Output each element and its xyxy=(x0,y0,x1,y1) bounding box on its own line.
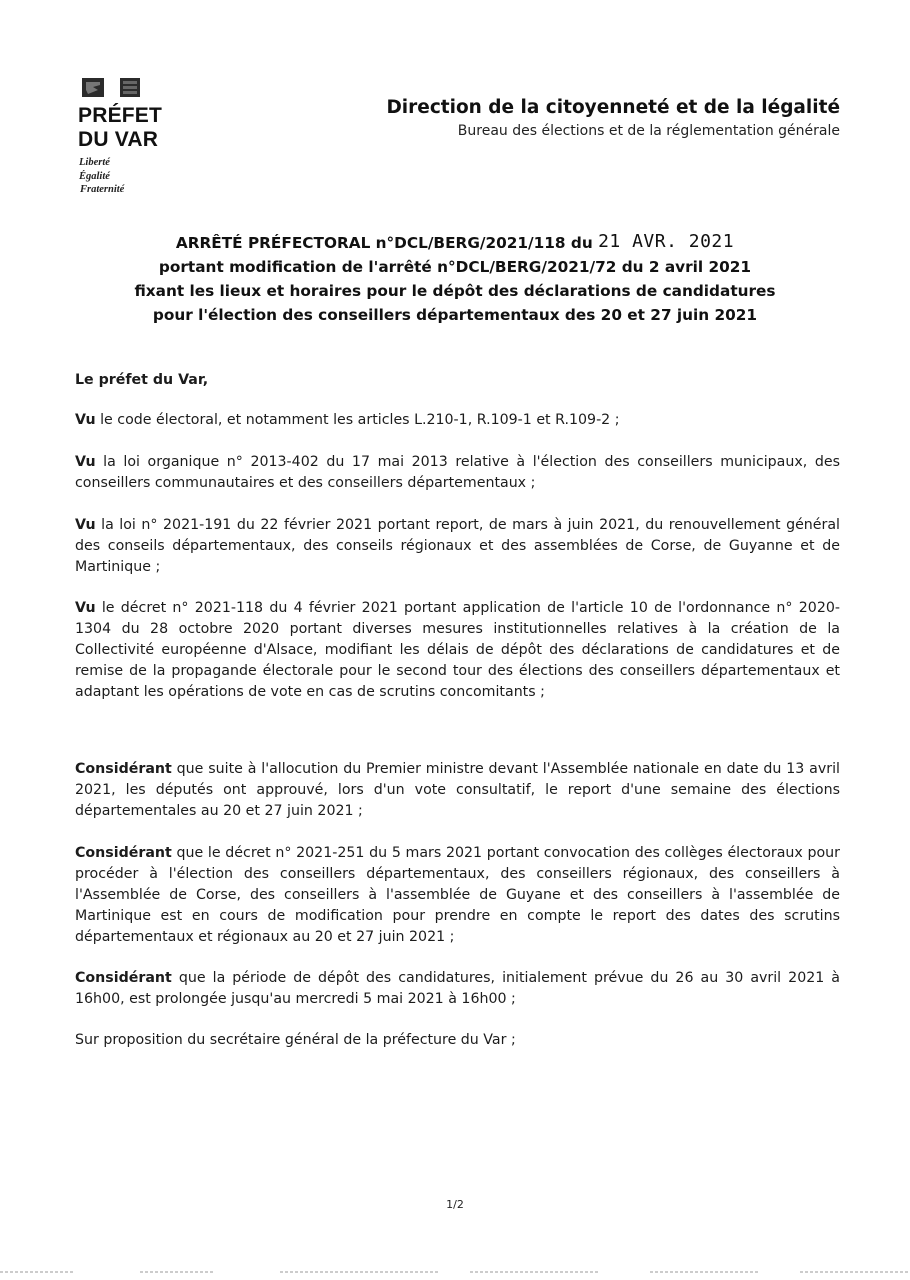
considerant-text: que le décret n° 2021-251 du 5 mars 2021 portant convocation des collèges électoraux pour procéder à l'élection des conseillers départementaux, des conseillers régionaux, des conseillers à l'Assemblée de Corse, des conseillers à l'assemblée de Guyane et des conseillers à l'assemblée de Martinique est en cours de modification pour prendre en compte le report des dates des scrutins départementaux et régionaux au 20 et 27 juin 2021 ; xyxy=(75,845,840,945)
motto-fraternite: Fraternité xyxy=(80,184,125,195)
bureau-subtitle: Bureau des élections et de la réglementation générale xyxy=(457,123,840,139)
vu-paragraph xyxy=(75,410,840,431)
vu-paragraph xyxy=(75,598,840,703)
vu-text: le code électoral, et notamment les articles L.210-1, R.109-1 et R.109-2 ; xyxy=(100,412,620,428)
title-line-4: pour l'élection des conseillers départementaux des 20 et 27 juin 2021 xyxy=(152,306,758,324)
motto-egalite: Égalité xyxy=(79,170,110,182)
vu-label: Vu xyxy=(75,517,96,533)
vu-label: Vu xyxy=(75,454,96,470)
vu-text: la loi n° 2021-191 du 22 février 2021 portant report, de mars à juin 2021, du renouvellement général des conseils départementaux, des conseils régionaux et des assemblées de Corse, de Guyanne et de Martinique ; xyxy=(75,517,840,575)
logo-line-1: PRÉFET xyxy=(78,104,163,127)
title-line-1-text: ARRÊTÉ PRÉFECTORAL n°DCL/BERG/2021/118 du xyxy=(175,234,599,252)
considerant-paragraph xyxy=(75,759,840,822)
vu-label: Vu xyxy=(75,600,96,616)
vu-text: le décret n° 2021-118 du 4 février 2021 portant application de l'article 10 de l'ordonnance n° 2020-1304 du 28 octobre 2020 portant diverses mesures institutionnelles relatives à la création de la Collectivité européenne d'Alsace, modifiant les délais de dépôt des déclarations de candidatures et de remise de la propagande électorale pour le second tour des élections des conseillers départementaux et adaptant les opérations de vote en cas de scrutins concomitants ; xyxy=(75,600,840,700)
considerant-text: que la période de dépôt des candidatures, initialement prévue du 26 au 30 avril 2021 à 16h00, est prolongée jusqu'au mercredi 5 mai 2021 à 16h00 ; xyxy=(75,970,841,1007)
considerant-label: Considérant xyxy=(75,761,172,777)
vu-label: Vu xyxy=(75,412,96,428)
logo-line-2: DU VAR xyxy=(78,128,159,151)
considerant-label: Considérant xyxy=(75,970,172,986)
vu-paragraph xyxy=(75,452,840,494)
considerant-label: Considérant xyxy=(75,845,172,861)
title-line-1 xyxy=(60,230,850,255)
date-stamp: 21 AVR. 2021 xyxy=(598,231,735,252)
title-line-3: fixant les lieux et horaires pour le dépôt des déclarations de candidatures xyxy=(134,282,776,300)
vu-text: la loi organique n° 2013-402 du 17 mai 2013 relative à l'élection des conseillers municipaux, des conseillers communautaires et des conseillers départementaux ; xyxy=(75,454,840,491)
direction-header xyxy=(386,96,840,142)
prefet-text: Le préfet du Var, xyxy=(75,372,209,388)
scan-edge-lines xyxy=(0,1270,910,1274)
proposition-paragraph: Sur proposition du secrétaire général de la préfecture du Var ; xyxy=(75,1032,516,1048)
considerant-paragraph xyxy=(75,843,840,948)
title-line-2: portant modification de l'arrêté n°DCL/BERG/2021/72 du 2 avril 2021 xyxy=(158,258,752,276)
republic-motto xyxy=(79,156,124,197)
vu-paragraph xyxy=(75,515,840,578)
considerant-text: que suite à l'allocution du Premier ministre devant l'Assemblée nationale en date du 13 avril 2021, les députés ont approuvé, lors d'un vote consultatif, le report d'une semaine des élections départementales au 20 et 27 juin 2021 ; xyxy=(75,761,840,819)
considerant-paragraph xyxy=(75,968,840,1010)
motto-liberte: Liberté xyxy=(79,157,110,168)
prefet-logo-title xyxy=(78,104,162,152)
page-number: 1/2 xyxy=(446,1198,464,1211)
prefet-line xyxy=(75,370,208,391)
marianne-logo xyxy=(82,76,140,98)
arrete-title xyxy=(60,230,850,327)
direction-title: Direction de la citoyenneté et de la légalité xyxy=(386,97,840,118)
